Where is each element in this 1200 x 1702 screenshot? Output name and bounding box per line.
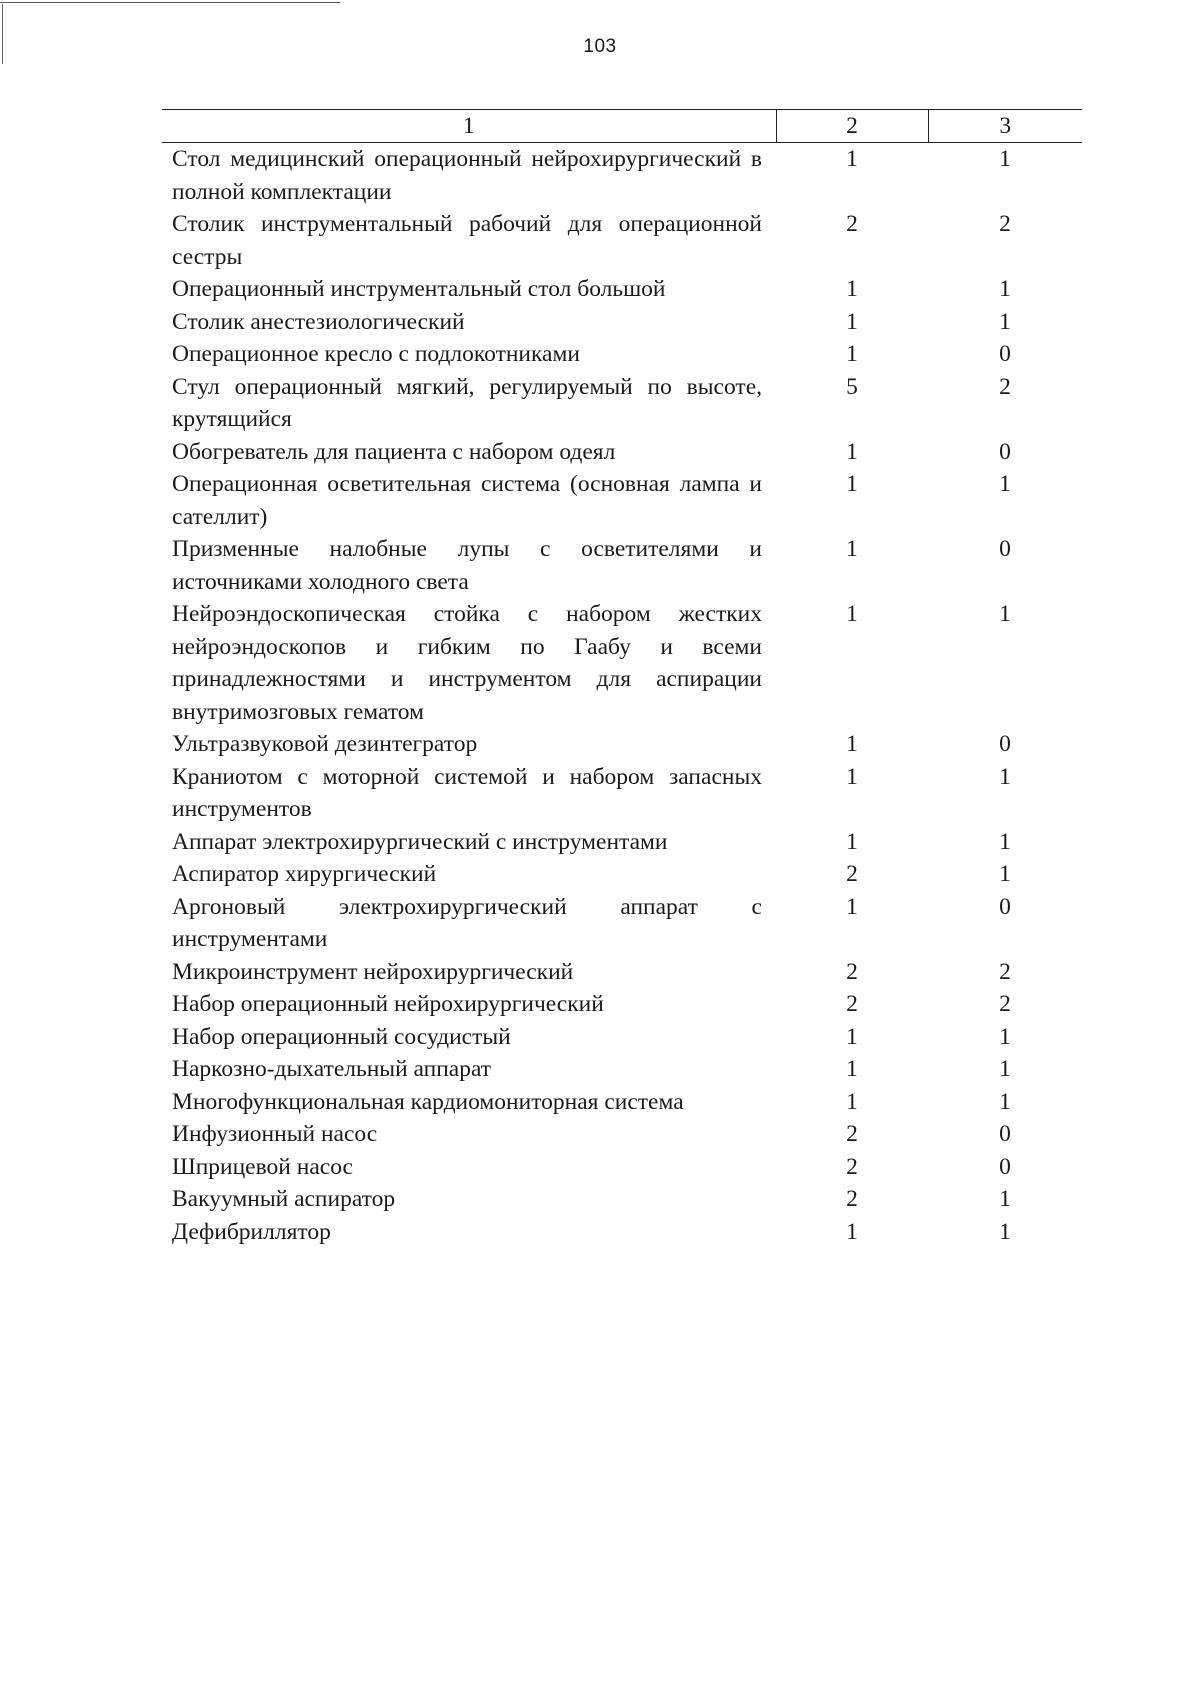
equipment-name: Аргоновый электрохирургический аппарат с инструментами [172, 893, 762, 952]
quantity-col-3: 1 [999, 601, 1011, 627]
header-col-2: 2 [776, 110, 928, 143]
equipment-table [162, 109, 1082, 1248]
quantity-col-2: 1 [846, 276, 858, 302]
table-row [162, 1183, 1082, 1216]
table-row [162, 208, 1082, 273]
quantity-col-2: 2 [846, 958, 858, 985]
table-row [162, 598, 1082, 728]
table-row [162, 1021, 1082, 1054]
equipment-name: Столик инструментальный рабочий для операционной сестры [172, 211, 762, 270]
equipment-name: Призменные налобные лупы с осветителями и источниками холодного света [172, 536, 762, 595]
quantity-col-2: 2 [846, 1153, 858, 1180]
quantity-col-2: 1 [846, 601, 858, 627]
equipment-name: Многофункциональная кардиомониторная система [172, 1088, 684, 1115]
quantity-col-2: 1 [846, 1088, 858, 1115]
equipment-name: Вакуумный аспиратор [172, 1186, 396, 1212]
table-row [162, 306, 1082, 339]
table-row [162, 728, 1082, 761]
header-row [162, 110, 1082, 143]
table-row [162, 826, 1082, 859]
equipment-name: Микроинструмент нейрохирургический [172, 958, 574, 985]
equipment-name: Набор операционный сосудистый [172, 1023, 511, 1050]
equipment-name: Операционный инструментальный стол большой [172, 276, 666, 302]
quantity-col-3: 2 [999, 211, 1011, 237]
equipment-name: Столик анестезиологический [172, 308, 465, 335]
table-row [162, 1053, 1082, 1086]
quantity-col-3: 1 [999, 276, 1011, 302]
table-row [162, 338, 1082, 371]
table-row [162, 858, 1082, 891]
table-row [162, 1086, 1082, 1119]
equipment-name: Операционная осветительная система (основная лампа и сателлит) [172, 471, 762, 530]
quantity-col-2: 1 [846, 731, 858, 757]
equipment-name: Операционное кресло с подлокотниками [172, 341, 580, 367]
equipment-name: Обогреватель для пациента с набором одеял [172, 438, 616, 465]
table-row [162, 1118, 1082, 1151]
quantity-col-2: 2 [846, 861, 858, 887]
table-body [162, 143, 1082, 1249]
table-row [162, 143, 1082, 209]
table-row [162, 1216, 1082, 1249]
quantity-col-2: 1 [846, 471, 858, 497]
quantity-col-2: 1 [846, 146, 858, 172]
quantity-col-3: 0 [999, 1121, 1011, 1147]
equipment-name: Инфузионный насос [172, 1121, 378, 1147]
equipment-name: Шприцевой насос [172, 1153, 353, 1180]
table-row [162, 1151, 1082, 1184]
quantity-col-3: 1 [999, 1088, 1011, 1115]
quantity-col-3: 1 [999, 861, 1011, 887]
quantity-col-2: 5 [846, 373, 858, 400]
equipment-name: Набор операционный нейрохирургический [172, 991, 604, 1017]
equipment-name: Ультразвуковой дезинтегратор [172, 731, 478, 757]
table-row [162, 273, 1082, 306]
equipment-table-wrapper [162, 109, 1082, 1248]
table-row [162, 371, 1082, 436]
page-number: 103 [583, 36, 617, 57]
equipment-name: Дефибриллятор [172, 1218, 331, 1245]
quantity-col-3: 0 [999, 731, 1011, 757]
quantity-col-3: 2 [999, 991, 1011, 1017]
quantity-col-2: 1 [846, 763, 858, 790]
quantity-col-3: 1 [999, 471, 1011, 497]
table-row [162, 761, 1082, 826]
quantity-col-3: 1 [999, 1056, 1011, 1082]
equipment-name: Краниотом с моторной системой и набором запасных инструментов [172, 763, 762, 822]
quantity-col-3: 0 [999, 1153, 1011, 1180]
quantity-col-3: 1 [999, 1023, 1011, 1050]
equipment-name: Нейроэндоскопическая стойка с набором жестких нейроэндоскопов и гибким по Гаабу и всеми принадлежностями и инструментом для аспирации внутримозговых гематом [172, 601, 762, 725]
quantity-col-2: 1 [846, 828, 858, 855]
equipment-name: Наркозно-дыхательный аппарат [172, 1056, 492, 1082]
table-row [162, 956, 1082, 989]
quantity-col-3: 1 [999, 828, 1011, 855]
quantity-col-3: 2 [999, 373, 1011, 400]
quantity-col-2: 1 [846, 438, 858, 465]
equipment-name: Аспиратор хирургический [172, 861, 437, 887]
equipment-name: Стул операционный мягкий, регулируемый по высоте, крутящийся [172, 373, 762, 432]
quantity-col-3: 1 [999, 308, 1011, 335]
header-col-1: 1 [162, 110, 776, 143]
equipment-name: Стол медицинский операционный нейрохирургический в полной комплектации [172, 146, 762, 205]
table-header [162, 110, 1082, 143]
equipment-name: Аппарат электрохирургический с инструментами [172, 828, 668, 855]
quantity-col-2: 1 [846, 308, 858, 335]
scan-edge-top [0, 2, 340, 3]
quantity-col-3: 1 [999, 146, 1011, 172]
quantity-col-3: 0 [999, 438, 1011, 465]
quantity-col-2: 2 [846, 991, 858, 1017]
quantity-col-2: 1 [846, 341, 858, 367]
quantity-col-3: 1 [999, 1218, 1011, 1245]
quantity-col-2: 1 [846, 536, 858, 562]
quantity-col-2: 2 [846, 211, 858, 237]
quantity-col-2: 1 [846, 893, 858, 920]
quantity-col-2: 2 [846, 1121, 858, 1147]
table-row [162, 988, 1082, 1021]
table-row [162, 468, 1082, 533]
quantity-col-3: 1 [999, 1186, 1011, 1212]
quantity-col-2: 1 [846, 1218, 858, 1245]
table-row [162, 436, 1082, 469]
quantity-col-3: 0 [999, 536, 1011, 562]
table-row [162, 533, 1082, 598]
quantity-col-2: 1 [846, 1023, 858, 1050]
quantity-col-3: 0 [999, 893, 1011, 920]
quantity-col-3: 1 [999, 763, 1011, 790]
header-col-3: 3 [928, 110, 1082, 143]
quantity-col-3: 0 [999, 341, 1011, 367]
table-row [162, 891, 1082, 956]
quantity-col-3: 2 [999, 958, 1011, 985]
quantity-col-2: 2 [846, 1186, 858, 1212]
quantity-col-2: 1 [846, 1056, 858, 1082]
